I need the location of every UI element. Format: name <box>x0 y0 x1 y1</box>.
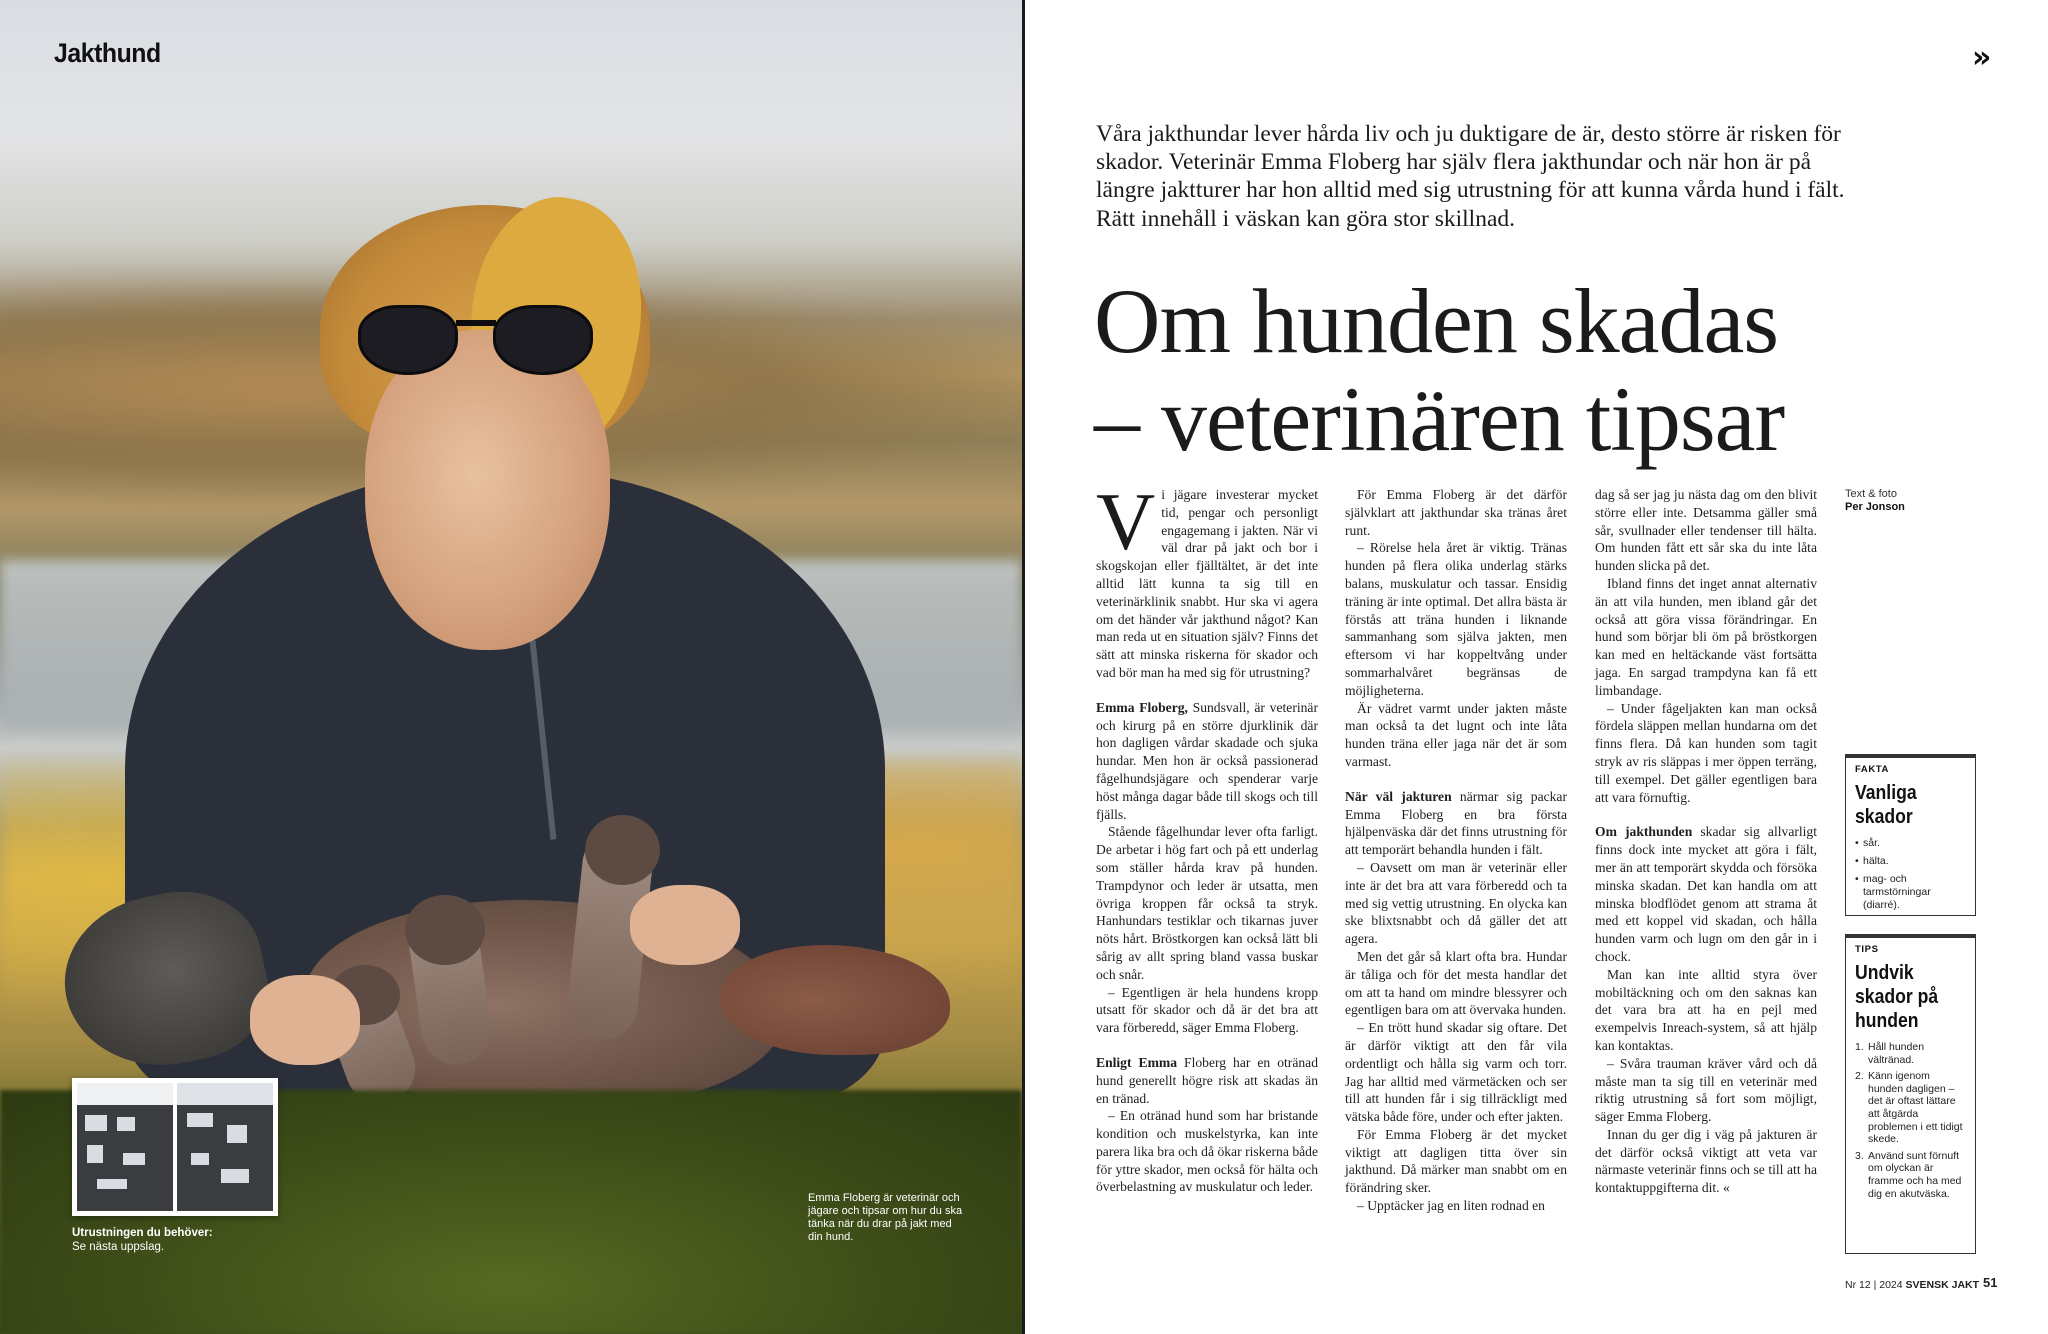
cover-photo <box>0 0 1022 1334</box>
next-spread-thumbnail[interactable] <box>72 1078 278 1216</box>
paragraph: Innan du ger dig i väg på jakturen är det därför också viktigt att veta var närmaste veterinär finns och se till att ha kontaktuppgifterna dit. « <box>1595 1126 1817 1196</box>
paragraph: – Under fågeljakten kan man också fördela släppen mellan hundarna om det finns flera. Då kan hunden som tagit stryk av ris släppas i mer öppen terräng, till exempel. Det gäller egentligen bara att vara förnuftig. <box>1595 700 1817 805</box>
paragraph: – Upptäcker jag en liten rodnad en <box>1357 1198 1545 1214</box>
fakta-item: • hälta. <box>1855 855 1966 868</box>
dog-paw <box>585 815 660 885</box>
byline-label: Text & foto <box>1845 488 1897 500</box>
continue-marker: » <box>1972 40 1992 75</box>
paragraph: När väl jakturen närmar sig packar Emma Floberg en bra första hjälpenväska där det finns utrustning för att temporärt behandla hunden i fält. <box>1345 788 1567 858</box>
dropcap: V <box>1096 476 1156 567</box>
tips-box <box>1845 934 1976 1254</box>
paragraph: Är vädret varmt under jakten måste man också ta det lugnt och inte låta hunden träna eller jaga när det är som varmast. <box>1345 700 1567 769</box>
paragraph-lead: Enligt Emma <box>1096 1054 1178 1070</box>
paragraph: Vi jägare investerar mycket tid, pengar och personligt engagemang i jakten. När vi väl drar på jakt och bor i skogskojan eller fjälltältet, är det inte alltid lätt kunna ta sig till en veterinärklinik snabbt. Hur ska vi agera om det händer vår jakthund något? Kan man reda ut en situation själv? Finns det sätt att minska riskerna för skador och vad bör man ha med sig för utrustning? <box>1096 476 1318 680</box>
fakta-tag: FAKTA <box>1855 764 1889 775</box>
byline <box>1845 488 1905 514</box>
fakta-item: • sår. <box>1855 837 1966 850</box>
paragraph: dag så ser jag ju nästa dag om den blivit större eller inte. Detsamma gäller små sår, svullnader eller tendenser till hälta. Om hunden fått ett sår ska du inte låta hunden slicka på det. <box>1595 487 1817 574</box>
paragraph: Enligt Emma Floberg har en otränad hund generellt högre risk att skadas än en tränad. <box>1096 1054 1318 1106</box>
paragraph: Ibland finns det inget annat alternativ än att vila hunden, men ibland går det också att göra vissa förändringar. En hund som börjar bli öm på bröstkorgen kan med en heltäckande väst fortsätta jaga. En sargad trampdyna kan få ett limbandage. <box>1595 575 1817 698</box>
fakta-list <box>1855 837 1966 912</box>
paragraph: – Oavsett om man är veterinär eller inte är det bra att vara förberedd och ta med sig vettig utrustning. En olycka kan ske blixtsnabbt och då gäller det att agera. <box>1345 859 1567 947</box>
paragraph: Stående fågelhundar lever ofta farligt. De arbetar i hög fart och på ett underlag som ställer hårda krav på hunden. Trampdynor och leder är utsatta, men övriga kroppen får också ta stryk. Hanhundars testiklar och tikarnas juver nöts hårt. Bröstkorgen kan också lätt bli sårig av allt spring bland vassa buskar och snår. <box>1096 824 1318 982</box>
article-headline <box>1094 272 1994 468</box>
thumbnail-caption-title: Utrustningen du behöver: <box>72 1227 213 1239</box>
paragraph: – Rörelse hela året är viktig. Tränas hunden på flera olika underlag stärks balans, muskulatur och tassar. Ensidig träning är inte optimal. Det allra bästa är förstås att träna hunden i liknande sammanhang som själva jakten, men eftersom vi har koppeltvång under sommarhalvåret begränsas de möjligheterna. <box>1345 540 1567 698</box>
issue-info <box>1845 1279 1979 1291</box>
hand <box>630 885 740 965</box>
magazine-name: SVENSK JAKT <box>1905 1279 1980 1291</box>
body-column-3 <box>1595 486 1817 1197</box>
headline-line-1: Om hunden skadas <box>1094 270 1779 372</box>
paragraph: För Emma Floberg är det därför självklart att jakthundar ska tränas året runt. <box>1345 487 1567 538</box>
tips-item: 2. Känn igenom hunden dagligen – det är oftast lättare att åtgärda problemen i ett tidigt skede. <box>1855 1070 1963 1146</box>
tips-item: 1. Håll hunden vältränad. <box>1855 1041 1925 1066</box>
fakta-box <box>1845 754 1976 916</box>
page-number: 51 <box>1983 1275 1998 1290</box>
thumbnail-caption <box>72 1226 213 1254</box>
tips-item: 3. Använd sunt förnuft om olyckan är framme och ha med dig en akutväska. <box>1855 1149 1962 1200</box>
issue-number: Nr 12 | 2024 <box>1845 1279 1903 1291</box>
article-intro: Våra jakthundar lever hårda liv och ju duktigare de är, desto större är risken för skador. Veterinär Emma Floberg har själv flera jakthundar och när hon är på längre jaktturer har hon alltid med sig utrustning för att kunna vårda hund i fält. Rätt innehåll i väskan kan göra stor skillnad. <box>1096 121 1845 232</box>
paragraph: – En trött hund skadar sig oftare. Det är därför viktigt att den får vila ordentligt och hålla sig varm och torr. Jag har alltid med värmetäcken och ser till att hunden får i sig tillräckligt med vätska både före, under och efter jakten. <box>1345 1020 1567 1125</box>
thumbnail-caption-text: Se nästa uppslag. <box>72 1241 165 1253</box>
tips-tag: TIPS <box>1855 944 1879 955</box>
paragraph-lead: När väl jakturen <box>1345 788 1452 804</box>
paragraph: Man kan inte alltid styra över mobiltäckning och om den saknas kan det vara bra att ha en pejl med exempelvis Inreach-system, så att hjälp kan kontaktas. <box>1595 966 1817 1053</box>
tips-title: Undvik skador på hunden <box>1855 962 1939 1032</box>
headline-line-2: – veterinären tipsar <box>1094 368 1785 470</box>
paragraph: – Egentligen är hela hundens kropp utsatt för skador och då är det bra att vara förberedd, säger Emma Floberg. <box>1096 984 1318 1036</box>
fakta-item: • mag- och tarmstörningar (diarré). <box>1855 873 1966 912</box>
paragraph: För Emma Floberg är det mycket viktigt att dagligen titta över sin jakthund. Då märker man snabbt om en förändring sker. <box>1345 1126 1567 1196</box>
fakta-title: Vanliga skador <box>1855 782 1917 828</box>
sunglasses <box>358 300 618 390</box>
paragraph: – Svåra trauman kräver vård och då måste man ta sig till en veterinär med riktig utrustning så fort som möjligt, säger Emma Floberg. <box>1595 1055 1817 1125</box>
body-column-2 <box>1345 486 1567 1215</box>
dog-paw <box>405 895 485 965</box>
hand <box>250 975 360 1065</box>
byline-author: Per Jonson <box>1845 501 1905 513</box>
paragraph: Men det går så klart ofta bra. Hundar är tåliga och för det mesta handlar det om att ta hand om mindre blessyrer och egentligen bara om att övervaka hunden. <box>1345 948 1567 1018</box>
body-column-1 <box>1096 476 1318 1196</box>
paragraph: Om jakthunden skadar sig allvarligt finns dock inte mycket att göra i fält, mer än att temporärt skydda och försöka minska skadan. Det kan handla om att minska blodflödet genom att strama åt med ett koppel vid skadan, och hålla hunden varm och lugn om den går in i chock. <box>1595 824 1818 964</box>
paragraph: Emma Floberg, Sundsvall, är veterinär och kirurg på en större djurklinik där hon dagligen vårdar skadade och sjuka hundar. Men hon är också passionerad fågelhundsjägare och spenderar varje höst många dagar både till skogs och till fjälls. <box>1096 699 1318 822</box>
paragraph-lead: Emma Floberg, <box>1096 699 1188 715</box>
paragraph: – En otränad hund som har bristande kondition och muskelstyrka, kan inte parera lika bra och då ökar riskerna både för yttre skador, men också för hälta och överbelastning av muskulatur och leder. <box>1096 1108 1318 1195</box>
tips-list <box>1855 1041 1966 1200</box>
photo-caption: Emma Floberg är veterinär och jägare och tipsar om hur du ska tänka när du drar på jakt med din hund. <box>808 1192 963 1243</box>
paragraph-lead: Om jakthunden <box>1595 824 1693 840</box>
section-tag: Jakthund <box>54 38 161 68</box>
